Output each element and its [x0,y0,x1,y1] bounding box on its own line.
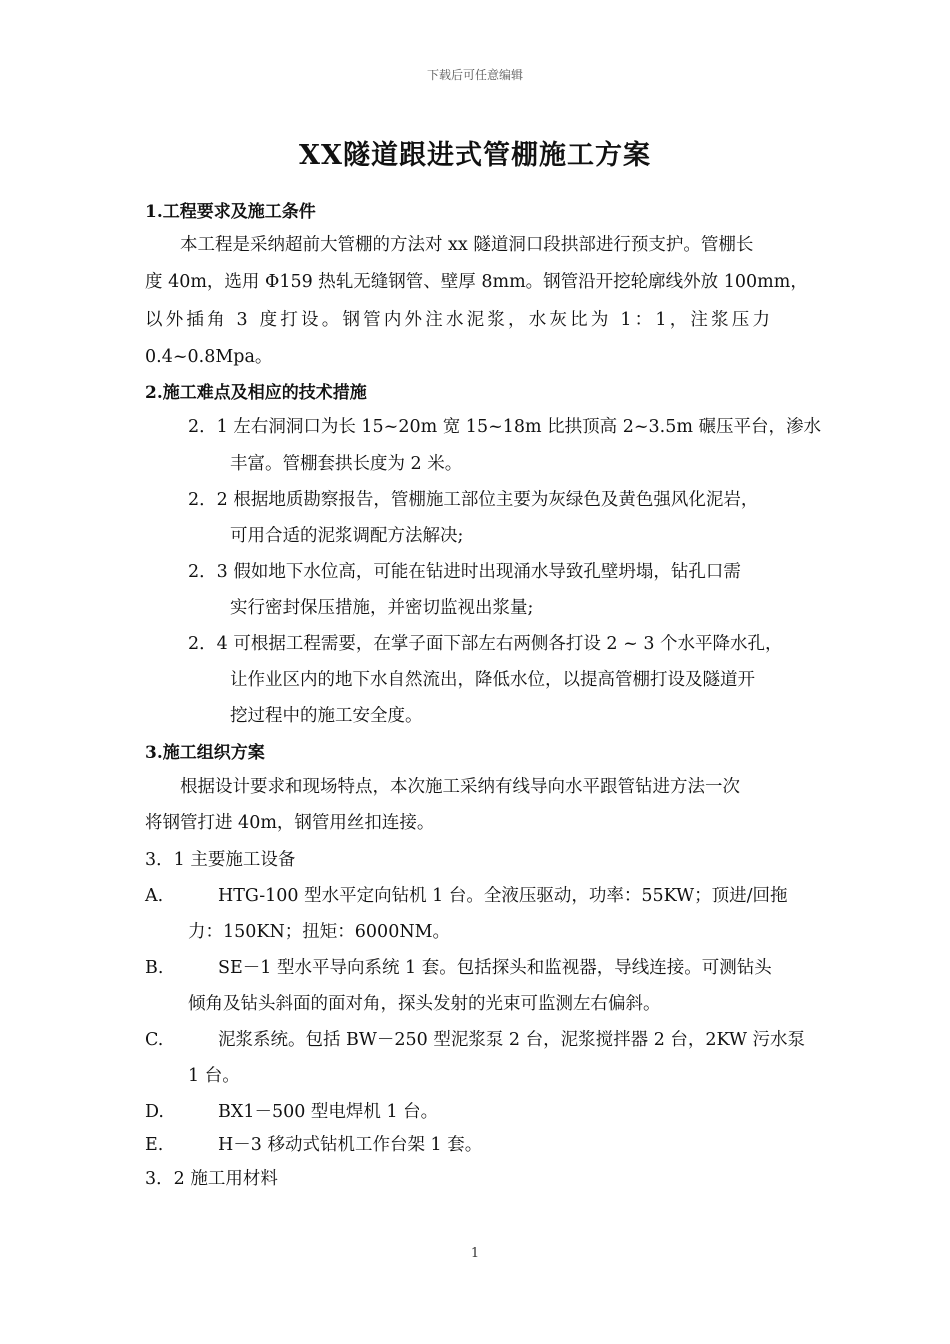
paragraph-text: 度 40m，选用 Φ159 热轧无缝钢管、壁厚 8mm。钢管沿开挖轮廓线外放 100mm， [145,272,808,292]
list-label: C. [145,1030,164,1050]
list-item: 2．2 根据地质勘察报告，管棚施工部位主要为灰绿色及黄色强风化泥岩， [188,490,759,510]
list-label: B. [145,958,164,978]
list-item-continuation: 实行密封保压措施，并密切监视出浆量; [230,598,534,618]
equipment-item: SE－1 型水平导向系统 1 套。包括探头和监视器，导线连接。可测钻头 [218,958,772,978]
list-label: D. [145,1102,164,1122]
section-heading: 1.工程要求及施工条件 [145,202,316,222]
list-item: 2．3 假如地下水位高，可能在钻进时出现涌水导致孔壁坍塌，钻孔口需 [188,562,741,582]
list-item-continuation: 丰富。管棚套拱长度为 2 米。 [230,454,463,474]
equipment-item: H－3 移动式钻机工作台架 1 套。 [218,1135,483,1155]
list-label: E. [145,1135,164,1155]
equipment-item: 泥浆系统。包括 BW－250 型泥浆泵 2 台，泥浆搅拌器 2 台，2KW 污水泵 [218,1030,806,1050]
equipment-item-continuation: 1 台。 [188,1066,240,1086]
list-item-continuation: 可用合适的泥浆调配方法解决; [230,526,464,546]
list-item: 2．4 可根据工程需要，在掌子面下部左右两侧各打设 2 ~ 3 个水平降水孔， [188,634,783,654]
equipment-item-continuation: 力：150KN；扭矩：6000NM。 [188,922,451,942]
page-header: 下载后可任意编辑 [426,68,523,82]
subsection-heading: 3．1 主要施工设备 [145,850,296,870]
section-heading: 3.施工组织方案 [145,743,265,763]
list-item: 2．1 左右洞洞口为长 15~20m 宽 15~18m 比拱顶高 2~3.5m 碾压平台，渗水 [188,417,822,437]
paragraph-line: 0.4~0.8Mpa。 [145,347,273,367]
document-title: XX隧道跟进式管棚施工方案 [299,140,651,171]
equipment-item: HTG-100 型水平定向钻机 1 台。全液压驱动，功率：55KW；顶进/回拖 [218,886,788,906]
paragraph-line: 以外插角 3 度打设。钢管内外注水泥浆，水灰比为 1：1，注浆压力 [145,310,774,330]
paragraph-line: 本工程是采纳超前大管棚的方法对 xx 隧道洞口段拱部进行预支护。管棚长 [180,235,754,255]
list-item-continuation: 让作业区内的地下水自然流出，降低水位，以提高管棚打设及隧道开 [230,670,755,690]
equipment-item-continuation: 倾角及钻头斜面的面对角，探头发射的光束可监测左右偏斜。 [188,994,661,1014]
paragraph-line: 将钢管打进 40m，钢管用丝扣连接。 [145,813,435,833]
paragraph-line: 根据设计要求和现场特点，本次施工采纳有线导向水平跟管钻进方法一次 [180,777,740,797]
equipment-item: BX1－500 型电焊机 1 台。 [218,1102,439,1122]
list-item-continuation: 挖过程中的施工安全度。 [230,706,423,726]
list-label: A. [145,886,164,906]
section-heading: 2.施工难点及相应的技术措施 [145,383,367,403]
subsection-heading: 3．2 施工用材料 [145,1169,278,1189]
paragraph-line [145,270,808,294]
page-number: 1 [470,1246,480,1261]
